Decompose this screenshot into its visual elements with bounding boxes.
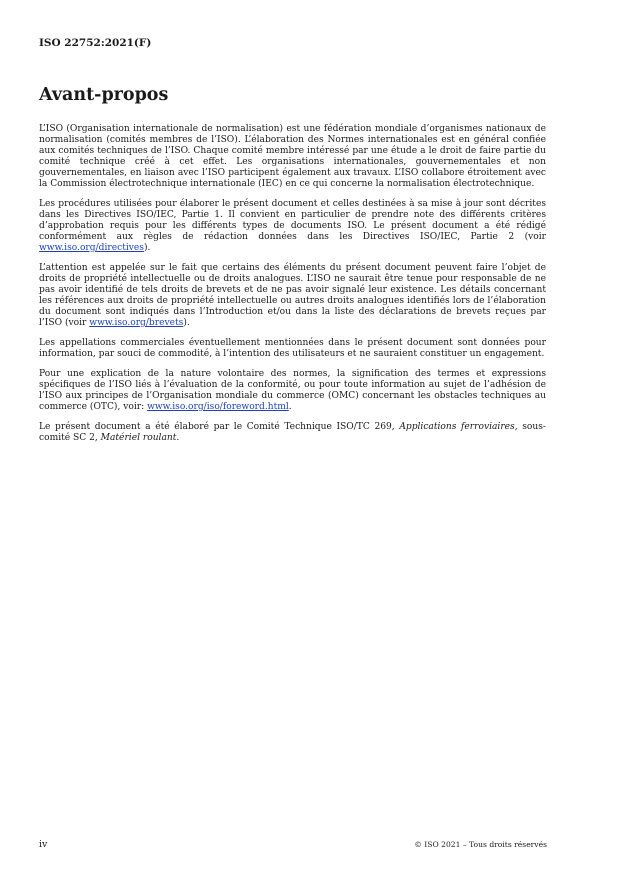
paragraph-committee-end: .	[176, 433, 180, 443]
page-number: iv	[39, 839, 48, 850]
patents-link[interactable]: www.iso.org/brevets	[89, 318, 184, 328]
page-title: Avant-propos	[39, 85, 169, 105]
paragraph-voluntary-text: Pour une explication de la nature volontaire des normes, la signification des termes et expressions spécifiques de l’ISO liés à l’évaluation de la conformité, ou pour toute information au sujet de l’adhésion de l’ISO aux principes de l’Organisation mondiale du commerce (OMC) concernant les obstacles techniques au commerce (OTC), voir:	[39, 369, 546, 412]
paragraph-procedures-text: Les procédures utilisées pour élaborer le présent document et celles destinées à sa mise à jour sont décrites dans les Directives ISO/IEC, Partie 1. Il convient en particulier de prendre note des différents critères d’approbation requis pour les différents types de documents ISO. Le présent document a été rédigé conformément aux règles de rédaction données dans les Directives ISO/IEC, Partie 2 (voir	[39, 199, 546, 242]
paragraph-committee-text: Le présent document a été élaboré par le Comité Technique ISO/TC 269,	[39, 422, 400, 432]
directives-link[interactable]: www.iso.org/directives	[39, 243, 144, 253]
committee-name: Applications ferroviaires	[399, 422, 515, 432]
paragraph-patents-text: L’attention est appelée sur le fait que certains des éléments du présent document peuvent faire l’objet de droits de propriété intellectuelle ou de droits analogues. L’ISO ne saurait être tenue pour responsable de ne pas avoir identifié de tels droits de brevets et de ne pas avoir signalé leur existence. Les détails concernant les références aux droits de propriété intellectuelle ou autres droits analogues identifiés lors de l’élaboration du document sont indiqués dans l’Introduction et/ou dans la liste des déclarations de brevets reçues par l’ISO (voir	[39, 263, 546, 328]
subcommittee-name: Matériel roulant	[100, 433, 177, 443]
paragraph-procedures-end: ).	[143, 243, 151, 253]
copyright-notice: © ISO 2021 – Tous droits réservés	[414, 840, 547, 849]
paragraph-patents-end: ).	[183, 318, 190, 328]
foreword-body	[39, 124, 546, 453]
paragraph-voluntary-end: .	[288, 402, 292, 412]
paragraph-patents	[39, 263, 546, 329]
paragraph-iso-intro: L’ISO (Organisation internationale de normalisation) est une fédération mondiale d’organismes nationaux de normalisation (comités membres de l’ISO). L’élaboration des Normes internationales est en général confiée aux comités techniques de l’ISO. Chaque comité membre intéressé par une étude a le droit de faire partie du comité technique créé à cet effet. Les organisations internationales, gouvernementales et non gouvernementales, en liaison avec l’ISO participent également aux travaux. L’ISO collabore étroitement avec la Commission électrotechnique internationale (IEC) en ce qui concerne la normalisation électrotechnique.	[39, 124, 546, 189]
paragraph-committee-mid: , sous-comité SC 2,	[39, 422, 546, 443]
paragraph-trade-names: Les appellations commerciales éventuellement mentionnées dans le présent document sont données pour information, par souci de commodité, à l’intention des utilisateurs et ne sauraient constituer un engagement.	[39, 338, 546, 359]
foreword-link[interactable]: www.iso.org/iso/foreword.html	[147, 402, 289, 412]
paragraph-voluntary-nature	[39, 369, 546, 413]
paragraph-committee	[39, 422, 546, 444]
paragraph-procedures	[39, 199, 546, 254]
document-id-header: ISO 22752:2021(F)	[39, 37, 152, 49]
